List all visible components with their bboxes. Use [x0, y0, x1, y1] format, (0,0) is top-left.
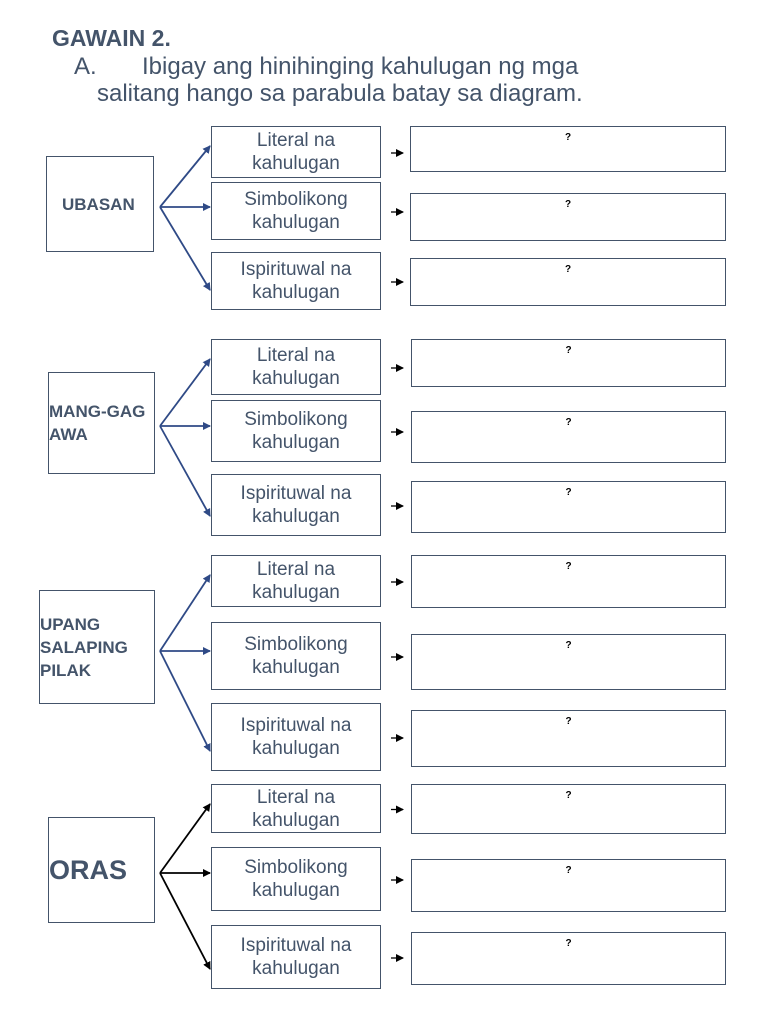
branch-arrow	[160, 651, 210, 751]
meaning-type-label: Literal na kahulugan	[252, 130, 340, 174]
answer-placeholder: ?	[564, 199, 572, 210]
answer-box[interactable]	[411, 634, 726, 690]
answer-placeholder: ?	[565, 487, 572, 498]
answer-placeholder: ?	[565, 865, 572, 876]
answer-placeholder: ?	[565, 345, 572, 356]
meaning-type-label: Ispirituwal na kahulugan	[240, 259, 352, 303]
branch-arrow	[160, 207, 210, 290]
meaning-type-label: Literal na kahulugan	[252, 786, 340, 831]
meaning-type-box	[211, 784, 381, 833]
meaning-type-box	[211, 925, 381, 989]
meaning-type-label: Literal na kahulugan	[252, 345, 340, 389]
answer-placeholder: ?	[565, 640, 572, 651]
answer-box[interactable]	[411, 932, 726, 985]
meaning-type-label: Simbolikong kahulugan	[244, 634, 348, 678]
answer-box[interactable]	[411, 784, 726, 834]
meaning-type-label: Simbolikong kahulugan	[244, 857, 348, 901]
meaning-type-label: Literal na kahulugan	[252, 559, 340, 603]
meaning-type-box	[211, 474, 381, 536]
answer-placeholder: ?	[564, 132, 572, 143]
instruction-line-1: Ibigay ang hinihinging kahulugan ng mga	[142, 53, 579, 80]
meaning-type-box	[211, 847, 381, 911]
item-letter: A.	[74, 53, 97, 80]
answer-box[interactable]	[411, 411, 726, 463]
answer-box[interactable]	[411, 859, 726, 912]
meaning-type-box	[211, 126, 381, 178]
keyword-box	[46, 156, 154, 252]
answer-box[interactable]	[411, 555, 726, 608]
worksheet-title: GAWAIN 2.	[52, 25, 171, 51]
branch-arrow	[160, 575, 210, 651]
meaning-type-label: Ispirituwal na kahulugan	[240, 715, 352, 759]
keyword-label: UPANG SALAPING PILAK	[40, 614, 128, 680]
meaning-type-box	[211, 555, 381, 607]
answer-placeholder: ?	[565, 790, 572, 801]
answer-placeholder: ?	[565, 716, 572, 727]
meaning-type-label: Ispirituwal na kahulugan	[240, 483, 352, 527]
answer-box[interactable]	[411, 710, 726, 767]
meaning-type-label: Simbolikong kahulugan	[244, 409, 348, 453]
meaning-type-box	[211, 400, 381, 462]
keyword-box	[39, 590, 155, 704]
answer-box[interactable]	[411, 481, 726, 533]
answer-placeholder: ?	[564, 264, 572, 275]
meaning-type-box	[211, 182, 381, 240]
keyword-label: MANG-GAGAWA	[49, 402, 146, 444]
meaning-type-box	[211, 622, 381, 690]
keyword-box	[48, 817, 155, 923]
meaning-type-box	[211, 339, 381, 395]
keyword-label: ORAS	[49, 854, 128, 885]
meaning-type-box	[211, 703, 381, 771]
branch-arrow	[160, 804, 210, 873]
answer-placeholder: ?	[565, 417, 572, 428]
instruction-line-2: salitang hango sa parabula batay sa diagram.	[97, 80, 583, 107]
meaning-type-label: Ispirituwal na kahulugan	[240, 935, 352, 979]
meaning-type-box	[211, 252, 381, 310]
answer-box[interactable]	[411, 339, 726, 387]
branch-arrow	[160, 359, 210, 426]
answer-placeholder: ?	[565, 561, 572, 572]
answer-box[interactable]	[410, 126, 726, 172]
keyword-box	[48, 372, 155, 474]
answer-placeholder: ?	[565, 938, 572, 949]
branch-arrow	[160, 873, 210, 969]
branch-arrow	[160, 146, 210, 207]
answer-box[interactable]	[410, 258, 726, 306]
branch-arrow	[160, 426, 210, 516]
answer-box[interactable]	[410, 193, 726, 241]
meaning-type-label: Simbolikong kahulugan	[244, 189, 348, 233]
keyword-label: UBASAN	[62, 194, 135, 214]
